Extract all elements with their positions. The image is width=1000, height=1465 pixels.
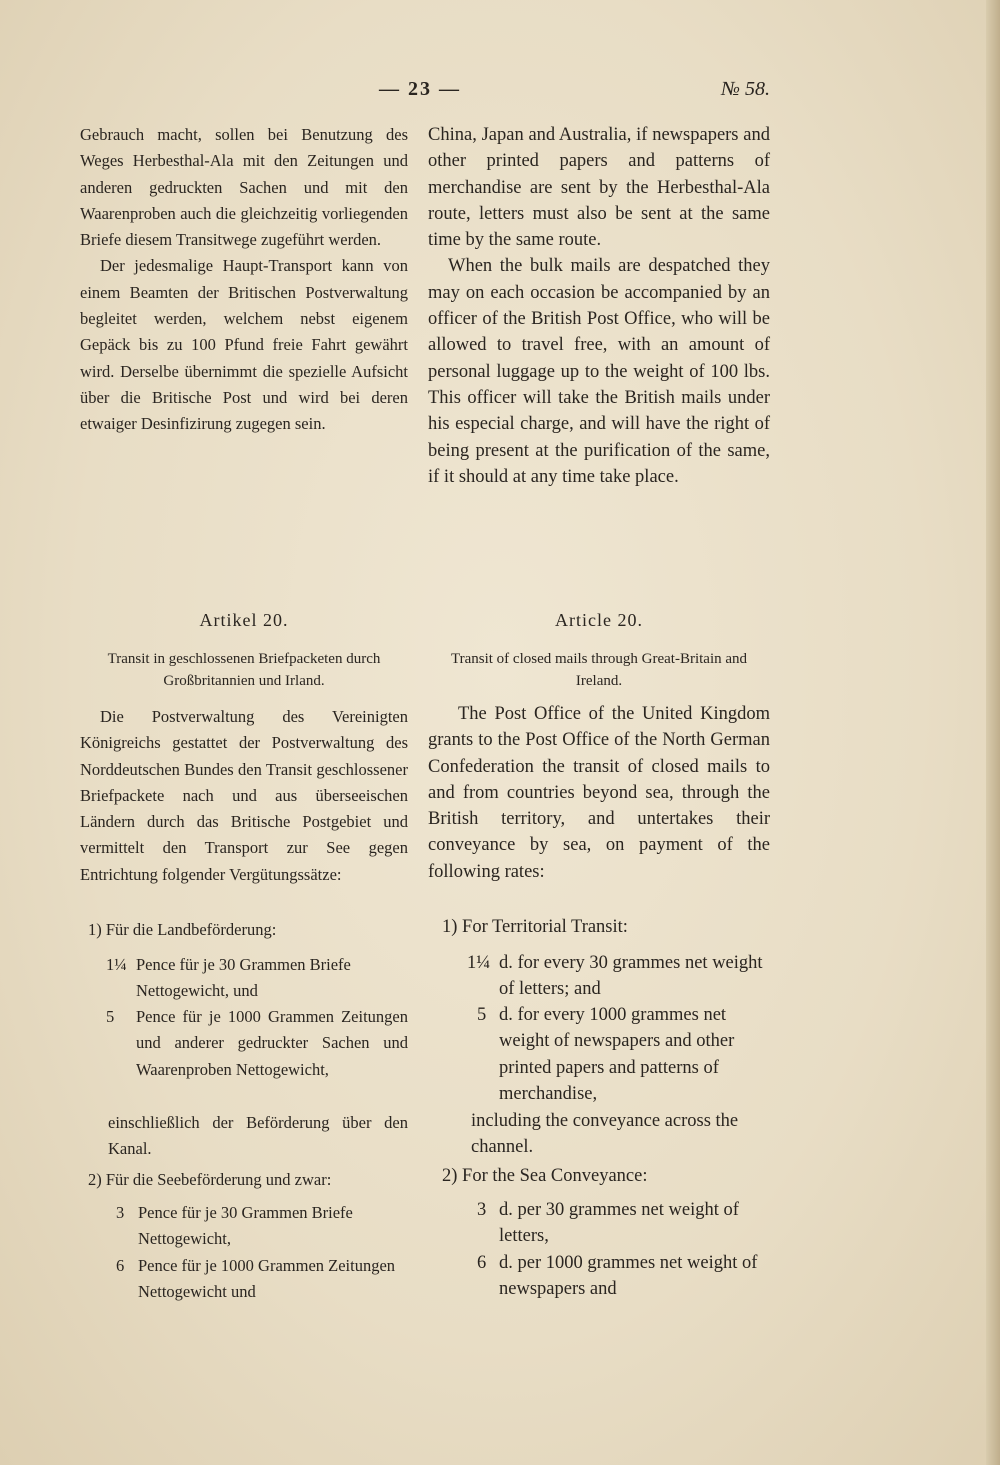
rate-description: Pence für je 1000 Grammen Zeitungen und anderer gedruckter Sachen und Waarenproben Nettogewicht,	[136, 1007, 408, 1079]
english-item-1-label: 1) For Territorial Transit:	[442, 917, 628, 937]
document-number: № 58.	[721, 78, 770, 100]
page-edge	[986, 0, 1000, 1465]
page-number: — 23 —	[379, 78, 461, 100]
german-column	[80, 122, 408, 438]
german-item-1-label: 1) Für die Landbeförderung:	[88, 920, 277, 939]
rate-amount: 3	[477, 1200, 487, 1220]
rate-amount: 1¼	[106, 955, 127, 974]
rate-amount: 1¼	[467, 953, 491, 973]
german-article-heading: Artikel 20.	[199, 610, 289, 630]
rate-description: d. for every 1000 grammes net weight of newspapers and other printed papers and patterns of merchandise,	[499, 1005, 735, 1104]
rate-description: d. per 1000 grammes net weight of newspapers and	[499, 1253, 758, 1300]
rate-amount: 6	[477, 1253, 487, 1273]
rate-description: d. for every 30 grammes net weight of letters; and	[499, 953, 763, 1000]
german-article-subheading: Transit in geschlossenen Briefpacketen durch Großbritannien und Irland.	[107, 651, 381, 689]
english-transport-paragraph: When the bulk mails are despatched they may on each occasion be accompanied by an officer of the British Post Office, who will be allowed to travel free, with an amount of personal luggage up to the weight of 100 lbs. This officer will take the British mails under his especial charge, and will have the right of being present at the purification of the same, if it should at any time take place.	[428, 256, 770, 487]
english-intro-paragraph: China, Japan and Australia, if newspapers and other printed papers and patterns of merchandise are sent by the Herbesthal-Ala route, letters must also be sent at the same time by the same route.	[428, 125, 770, 251]
german-item-2-label: 2) Für die Seebeförderung und zwar:	[88, 1170, 332, 1189]
rate-amount: 3	[116, 1203, 125, 1222]
german-transport-paragraph: Der jedesmalige Haupt-Transport kann von einem Beamten der Britischen Postverwaltung begleitet werden, welchem nebst eigenem Gepäck bis zu 100 Pfund freie Fahrt gewährt wird. Derselbe übernimmt die spezielle Aufsicht über die Britische Post und wird bei deren etwaiger Desinfizirung zugegen sein.	[80, 256, 408, 434]
english-column	[428, 122, 770, 490]
english-item-2-label: 2) For the Sea Conveyance:	[442, 1166, 648, 1186]
english-article-heading: Article 20.	[555, 610, 643, 630]
german-article-paragraph: Die Postverwaltung des Vereinigten Königreichs gestattet der Postverwaltung des Norddeutschen Bundes den Transit geschlossener Briefpackete nach und aus überseeischen Ländern durch das Britische Postgebiet und vermittelt den Transport zur See gegen Entrichtung folgender Vergütungssätze:	[80, 707, 408, 884]
german-item-1-note: einschließlich der Beförderung über den Kanal.	[108, 1113, 408, 1159]
rate-amount: 5	[477, 1005, 487, 1025]
rate-description: d. per 30 grammes net weight of letters,	[499, 1200, 739, 1247]
rate-description: Pence für je 1000 Grammen Zeitungen Nettogewicht und	[138, 1256, 396, 1302]
rate-amount: 5	[106, 1007, 115, 1026]
english-article-subheading: Transit of closed mails through Great-Britain and Ireland.	[450, 651, 748, 689]
rate-description: Pence für je 30 Grammen Briefe Nettogewicht, und	[136, 955, 351, 1001]
english-item-1-note: including the conveyance across the channel.	[471, 1111, 739, 1158]
german-intro-paragraph: Gebrauch macht, sollen bei Benutzung des Weges Herbesthal-Ala mit den Zeitungen und anderen gedruckten Sachen und mit den Waarenproben auch die gleichzeitig vorliegenden Briefe diesem Transitwege zugeführt werden.	[80, 125, 408, 250]
english-article-paragraph: The Post Office of the United Kingdom grants to the Post Office of the North German Confederation the transit of closed mails to and from countries beyond sea, through the British territory, and untertakes their conveyance by sea, on payment of the following rates:	[428, 704, 770, 882]
rate-description: Pence für je 30 Grammen Briefe Nettogewicht,	[138, 1203, 353, 1249]
rate-amount: 6	[116, 1256, 125, 1275]
page-header	[0, 78, 1000, 108]
